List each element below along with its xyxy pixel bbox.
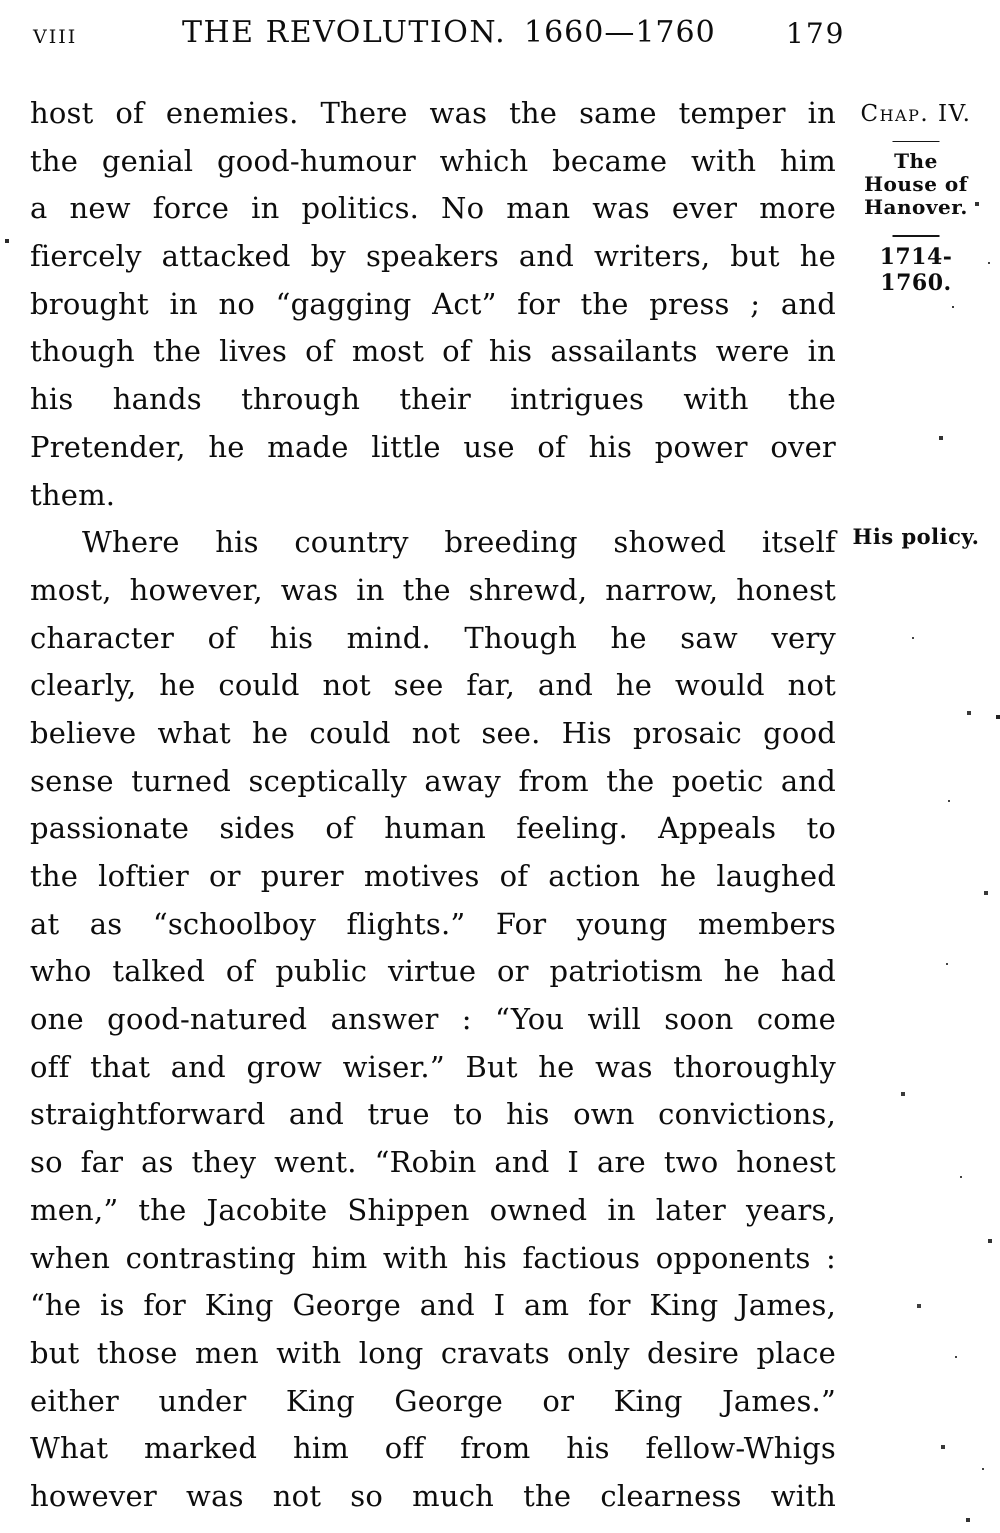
text-line: host of enemies. There was the same temper in bbox=[30, 96, 836, 130]
body-text bbox=[30, 90, 836, 1521]
scan-noise bbox=[0, 0, 2, 2]
text-line: most, however, was in the shrewd, narrow, honest bbox=[30, 572, 836, 607]
text-line: but those men with long cravats only desire place bbox=[30, 1335, 836, 1370]
text-line: them. bbox=[30, 477, 116, 512]
text-line: the genial good-humour which became with him bbox=[30, 143, 836, 178]
running-date-range: 1660—1760 bbox=[524, 15, 716, 50]
text-line: character of his mind. Though he saw very bbox=[30, 620, 836, 655]
text-line: one good-natured answer : “You will soon come bbox=[30, 1002, 836, 1037]
text-line: believe what he could not see. His prosaic good bbox=[30, 715, 836, 750]
text-line: however was not so much the clearness with bbox=[30, 1478, 836, 1513]
text-line: off that and grow wiser.” But he was thoroughly bbox=[30, 1049, 836, 1084]
text-line: sense turned sceptically away from the poetic and bbox=[30, 763, 836, 798]
text-line: his hands through their intrigues with the bbox=[30, 382, 836, 417]
page-number: 179 bbox=[786, 17, 846, 50]
paragraph-his-policy bbox=[30, 519, 836, 1520]
margin-notes bbox=[850, 0, 982, 1533]
text-line: the loftier or purer motives of action he laughed bbox=[30, 859, 836, 893]
margin-section-title bbox=[850, 150, 982, 219]
text-line: What marked him off from his fellow-Whigs bbox=[30, 1431, 836, 1466]
signature-mark: VIII bbox=[33, 26, 78, 48]
text-line: “he is for King George and I am for King James, bbox=[30, 1288, 836, 1323]
text-line: though the lives of most of his assailants were in bbox=[30, 334, 836, 369]
text-line: Where his country breeding showed itself bbox=[82, 525, 836, 560]
margin-section-title-line: House of bbox=[864, 172, 968, 196]
margin-policy-note: His policy. bbox=[852, 524, 980, 549]
text-line: fiercely attacked by speakers and writers, but he bbox=[30, 239, 836, 274]
text-line: when contrasting him with his factious opponents : bbox=[30, 1240, 836, 1275]
margin-section-title-line: The bbox=[894, 149, 938, 173]
text-line: straightforward and true to his own convictions, bbox=[30, 1097, 836, 1132]
text-line: at as “schoolboy flights.” For young members bbox=[30, 906, 836, 941]
text-line: men,” the Jacobite Shippen owned in later years, bbox=[30, 1192, 836, 1227]
paragraph-continuation bbox=[30, 90, 836, 519]
margin-rule-top bbox=[893, 141, 940, 142]
margin-rule-bottom bbox=[893, 235, 940, 237]
text-line: either under King George or King James.” bbox=[30, 1383, 836, 1418]
margin-chapter-label: Chap. IV. bbox=[860, 101, 972, 127]
text-line: who talked of public virtue or patriotism he had bbox=[30, 954, 836, 989]
text-line: so far as they went. “Robin and I are two honest bbox=[30, 1145, 836, 1180]
text-line: brought in no “gagging Act” for the press ; and bbox=[30, 286, 836, 321]
margin-date-range: 1714-1760. bbox=[879, 244, 953, 296]
text-line: passionate sides of human feeling. Appeals to bbox=[30, 811, 836, 846]
running-title: THE REVOLUTION. bbox=[182, 15, 507, 50]
margin-section-title-line: Hanover. bbox=[864, 195, 968, 219]
text-line: a new force in politics. No man was ever more bbox=[30, 191, 836, 226]
text-line: clearly, he could not see far, and he would not bbox=[30, 668, 836, 703]
text-line: Pretender, he made little use of his power over bbox=[30, 429, 836, 464]
